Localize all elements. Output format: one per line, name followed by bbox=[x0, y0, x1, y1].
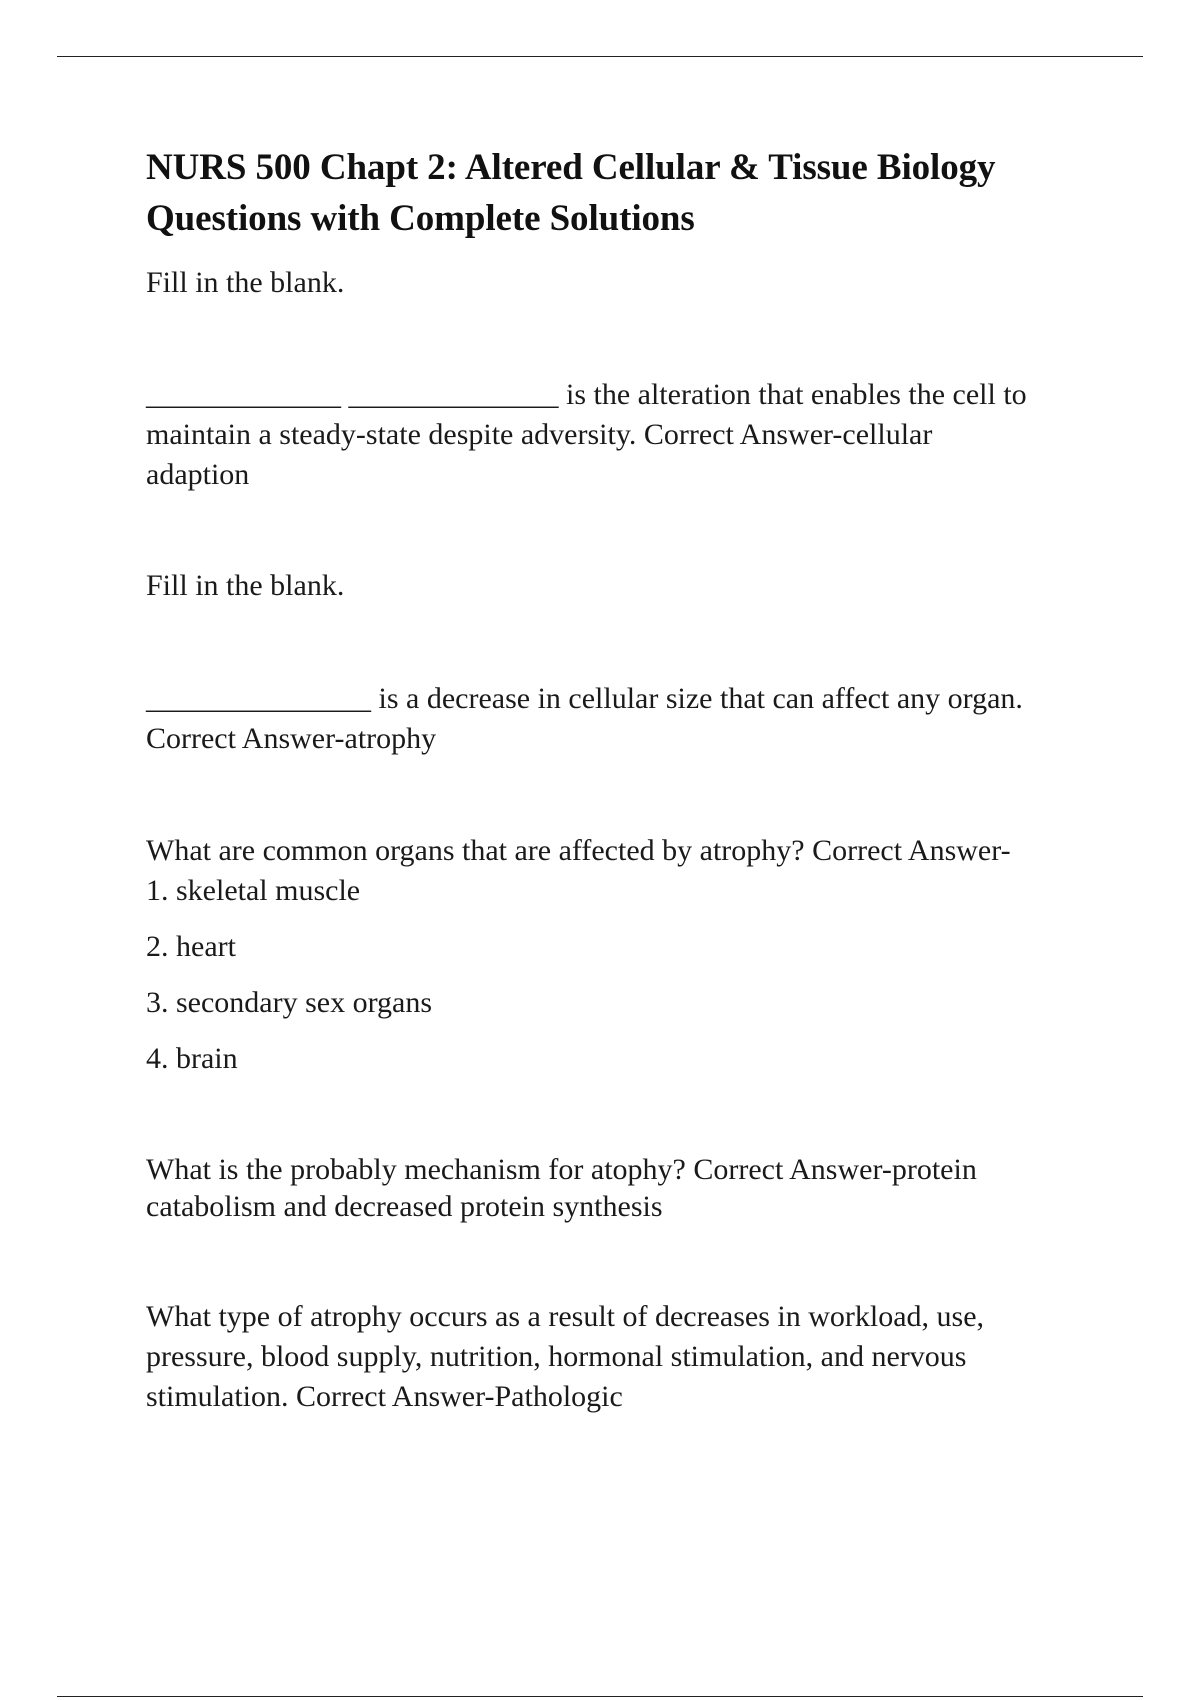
list-item: 1. skeletal muscle bbox=[146, 874, 361, 907]
question-1-line-3: adaption bbox=[146, 458, 250, 491]
question-2-line-2: Correct Answer-atrophy bbox=[146, 722, 437, 755]
top-rule bbox=[57, 56, 1143, 57]
question-5-line-1: What type of atrophy occurs as a result of decreases in workload, use, bbox=[146, 1300, 985, 1333]
list-item: 4. brain bbox=[146, 1042, 238, 1075]
title-line-1: NURS 500 Chapt 2: Altered Cellular & Tissue Biology bbox=[146, 147, 996, 188]
fill-in-blank-label-2: Fill in the blank. bbox=[146, 569, 345, 602]
fill-in-blank-label-1: Fill in the blank. bbox=[146, 266, 345, 299]
list-item: 2. heart bbox=[146, 930, 236, 963]
question-5-line-2: pressure, blood supply, nutrition, hormonal stimulation, and nervous bbox=[146, 1340, 967, 1373]
question-2-line-1: _______________ is a decrease in cellular size that can affect any organ. bbox=[146, 682, 1023, 715]
question-1 bbox=[146, 375, 1106, 495]
question-1-line-1: _____________ ______________ is the alteration that enables the cell to bbox=[146, 378, 1027, 411]
question-5 bbox=[146, 1297, 1106, 1417]
bottom-rule bbox=[57, 1696, 1143, 1697]
question-4-line-2: catabolism and decreased protein synthesis bbox=[146, 1190, 663, 1223]
question-3-line-1: What are common organs that are affected by atrophy? Correct Answer- bbox=[146, 834, 1011, 867]
question-3 bbox=[146, 831, 1106, 1079]
question-4 bbox=[146, 1151, 1106, 1225]
question-2 bbox=[146, 679, 1106, 759]
question-5-line-3: stimulation. Correct Answer-Pathologic bbox=[146, 1380, 623, 1413]
question-4-line-1: What is the probably mechanism for atophy? Correct Answer-protein bbox=[146, 1153, 977, 1186]
page-title bbox=[146, 142, 1106, 244]
document-body bbox=[146, 142, 1106, 1417]
list-item: 3. secondary sex organs bbox=[146, 986, 433, 1019]
title-line-2: Questions with Complete Solutions bbox=[146, 198, 695, 239]
question-1-line-2: maintain a steady-state despite adversity. Correct Answer-cellular bbox=[146, 418, 933, 451]
